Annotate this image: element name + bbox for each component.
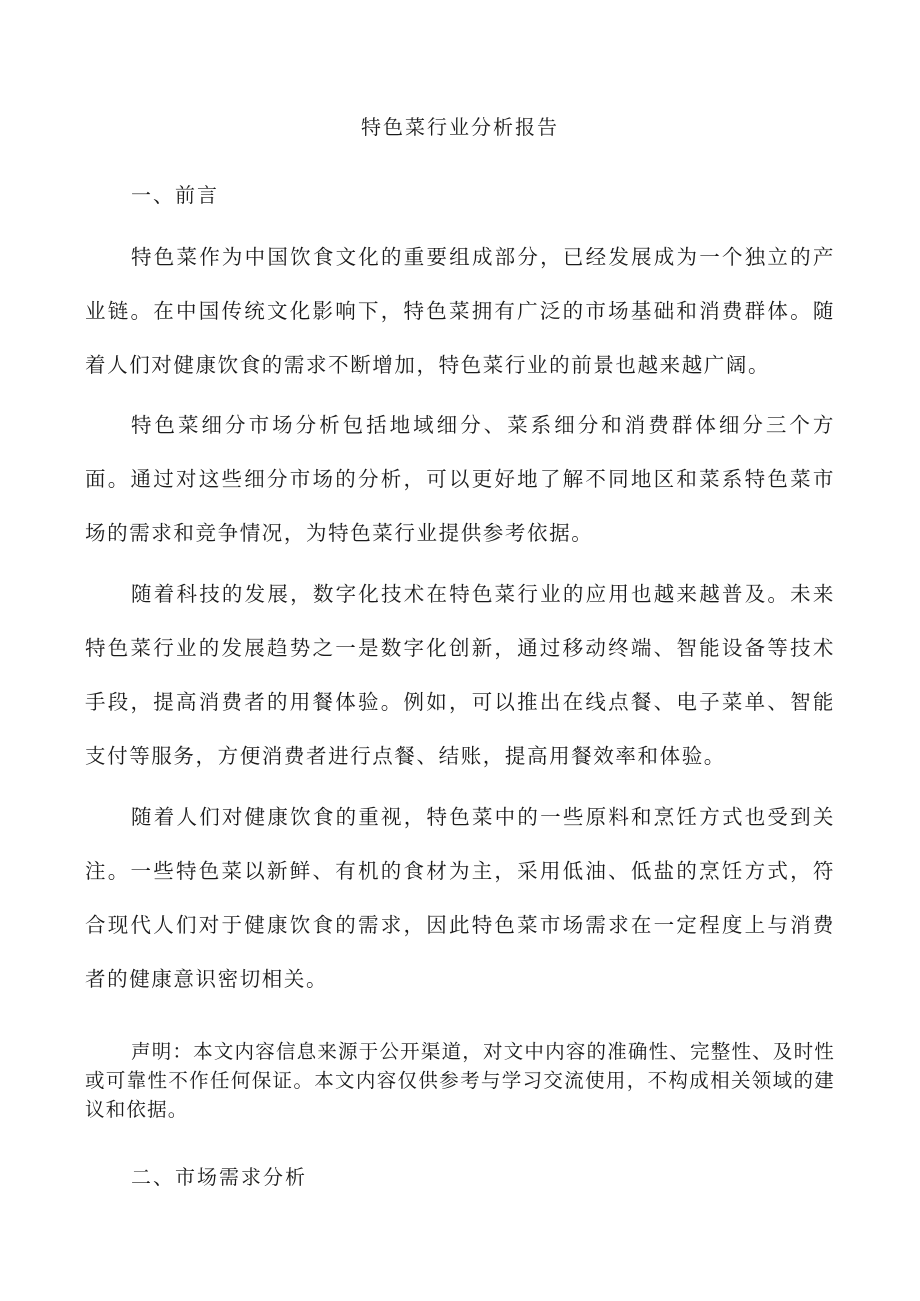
paragraph-intro: 特色菜作为中国饮食文化的重要组成部分，已经发展成为一个独立的产业链。在中国传统文化影响下，特色菜拥有广泛的市场基础和消费群体。随着人们对健康饮食的需求不断增加，特色菜行业的前景也越来越广阔。: [85, 245, 835, 377]
paragraph-health: 随着人们对健康饮食的重视，特色菜中的一些原料和烹饪方式也受到关注。一些特色菜以新鲜、有机的食材为主，采用低油、低盐的烹饪方式，符合现代人们对于健康饮食的需求，因此特色菜市场需求在一定程度上与消费者的健康意识密切相关。: [85, 805, 835, 991]
section-heading-market-demand: 二、市场需求分析: [131, 1165, 307, 1189]
section-heading-preface: 一、前言: [131, 183, 219, 207]
disclaimer-text: 声明：本文内容信息来源于公开渠道，对文中内容的准确性、完整性、及时性或可靠性不作任何保证。本文内容仅供参考与学习交流使用，不构成相关领域的建议和依据。: [85, 1040, 835, 1121]
paragraph-digitalization: 随着科技的发展，数字化技术在特色菜行业的应用也越来越普及。未来特色菜行业的发展趋势之一是数字化创新，通过移动终端、智能设备等技术手段，提高消费者的用餐体验。例如，可以推出在线点餐、电子菜单、智能支付等服务，方便消费者进行点餐、结账，提高用餐效率和体验。: [85, 582, 835, 768]
document-title: 特色菜行业分析报告: [361, 115, 559, 139]
paragraph-segmentation: 特色菜细分市场分析包括地域细分、菜系细分和消费群体细分三个方面。通过对这些细分市场的分析，可以更好地了解不同地区和菜系特色菜市场的需求和竞争情况，为特色菜行业提供参考依据。: [85, 413, 835, 545]
